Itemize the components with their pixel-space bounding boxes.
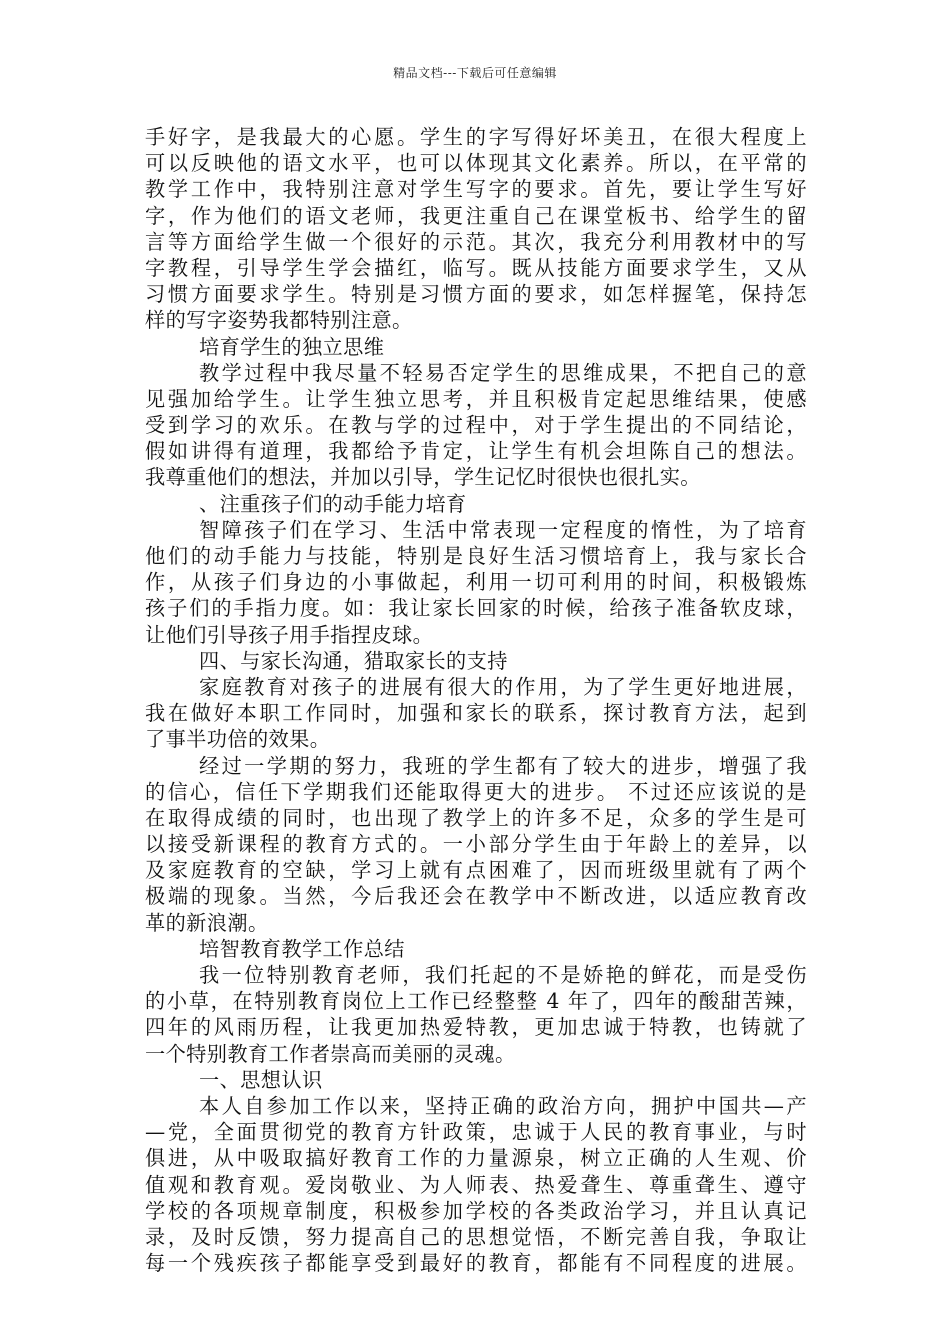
text-line: 革的新浪潮。 [145,910,269,935]
text-line: 在取得成绩的同时，也出现了教学上的许多不足，众多的学生是可 [145,805,807,830]
text-line: 录，及时反馈，努力提高自己的思想觉悟，不断完善自我，争取让 [145,1224,807,1249]
text-line: —党，全面贯彻党的教育方针政策，忠诚于人民的教育事业，与时 [145,1120,807,1145]
text-line: 经过一学期的努力，我班的学生都有了较大的进步，增强了我 [199,753,807,778]
text-line: 的小草，在特别教育岗位上工作已经整整 4 年了，四年的酸甜苦辣， [145,989,807,1014]
text-line: 俱进，从中吸取搞好教育工作的力量源泉，树立正确的人生观、价 [145,1146,807,1171]
text-line: 习惯方面要求学生。特别是习惯方面的要求，如怎样握笔，保持怎 [145,282,807,307]
text-line: 每一个残疾孩子都能享受到最好的教育，都能有不同程度的进展。 [145,1251,807,1276]
text-line: 家庭教育对孩子的进展有很大的作用，为了学生更好地进展， [199,674,807,699]
section-heading: 培育学生的独立思维 [199,334,385,359]
text-line: 的信心，信任下学期我们还能取得更大的进步。 不过还应该说的是 [145,779,807,804]
text-line: 我尊重他们的想法，并加以引导，学生记忆时很快也很扎实。 [145,465,701,490]
text-line: 他们的动手能力与技能，特别是良好生活习惯培育上，我与家长合 [145,544,807,568]
text-line: 四年的风雨历程，让我更加热爱特教，更加忠诚于特教，也铸就了 [145,1015,807,1040]
text-line: 言等方面给学生做一个很好的示范。其次，我充分利用教材中的写 [145,229,807,254]
text-line: 智障孩子们在学习、生活中常表现一定程度的惰性，为了培育 [199,517,807,542]
text-line: 我一位特别教育老师，我们托起的不是娇艳的鲜花，而是受伤 [199,963,807,987]
text-line: 见强加给学生。让学生独立思考，并且积极肯定起思维结果，使感 [145,386,807,411]
text-line: 教学工作中，我特别注意对学生写字的要求。首先，要让学生写好 [145,177,807,202]
text-line: 作，从孩子们身边的小事做起，利用一切可利用的时间，积极锻炼 [145,570,807,595]
text-line: 可以反映他的语文水平，也可以体现其文化素养。所以，在平常的 [145,151,807,176]
document-body [145,124,807,1276]
section-heading: 、注重孩子们的动手能力培育 [199,491,467,516]
text-line: 学校的各项规章制度，积极参加学校的各类政治学习，并且认真记 [145,1198,807,1223]
section-heading: 一、思想认识 [199,1067,323,1092]
text-line: 孩子们的手指力度。如：我让家长回家的时候，给孩子准备软皮球， [145,596,807,621]
text-line: 及家庭教育的空缺，学习上就有点困难了，因而班级里就有了两个 [145,858,807,883]
section-heading: 培智教育教学工作总结 [199,936,405,961]
text-line: 以接受新课程的教育方式的。一小部分学生由于年龄上的差异，以 [145,832,807,857]
text-line: 受到学习的欢乐。在教与学的过程中，对于学生提出的不同结论， [145,413,807,438]
text-line: 了事半功倍的效果。 [145,727,331,752]
text-line: 一个特别教育工作者崇高而美丽的灵魂。 [145,1041,516,1066]
section-heading: 四、与家长沟通，猎取家长的支持 [199,648,508,673]
text-line: 字，作为他们的语文老师，我更注重自己在课堂板书、给学生的留 [145,203,807,228]
text-line: 字教程，引导学生学会描红，临写。既从技能方面要求学生，又从 [145,255,807,280]
text-line: 让他们引导孩子用手指捏皮球。 [145,622,434,647]
text-line: 样的写字姿势我都特别注意。 [145,308,413,333]
text-line: 本人自参加工作以来，坚持正确的政治方向，拥护中国共—产 [199,1093,807,1118]
text-line: 值观和教育观。爱岗敬业、为人师表、热爱聋生、尊重聋生、遵守 [145,1172,807,1197]
text-line: 假如讲得有道理，我都给予肯定，让学生有机会坦陈自己的想法。 [145,439,807,464]
page-header: 精品文档---下载后可任意编辑 [393,66,557,80]
text-line: 手好字，是我最大的心愿。学生的字写得好坏美丑，在很大程度上 [145,125,807,149]
text-line: 教学过程中我尽量不轻易否定学生的思维成果，不把自己的意 [199,360,807,385]
text-line: 我在做好本职工作同时，加强和家长的联系，探讨教育方法，起到 [145,701,807,726]
text-line: 极端的现象。当然，今后我还会在教学中不断改进，以适应教育改 [145,884,807,909]
